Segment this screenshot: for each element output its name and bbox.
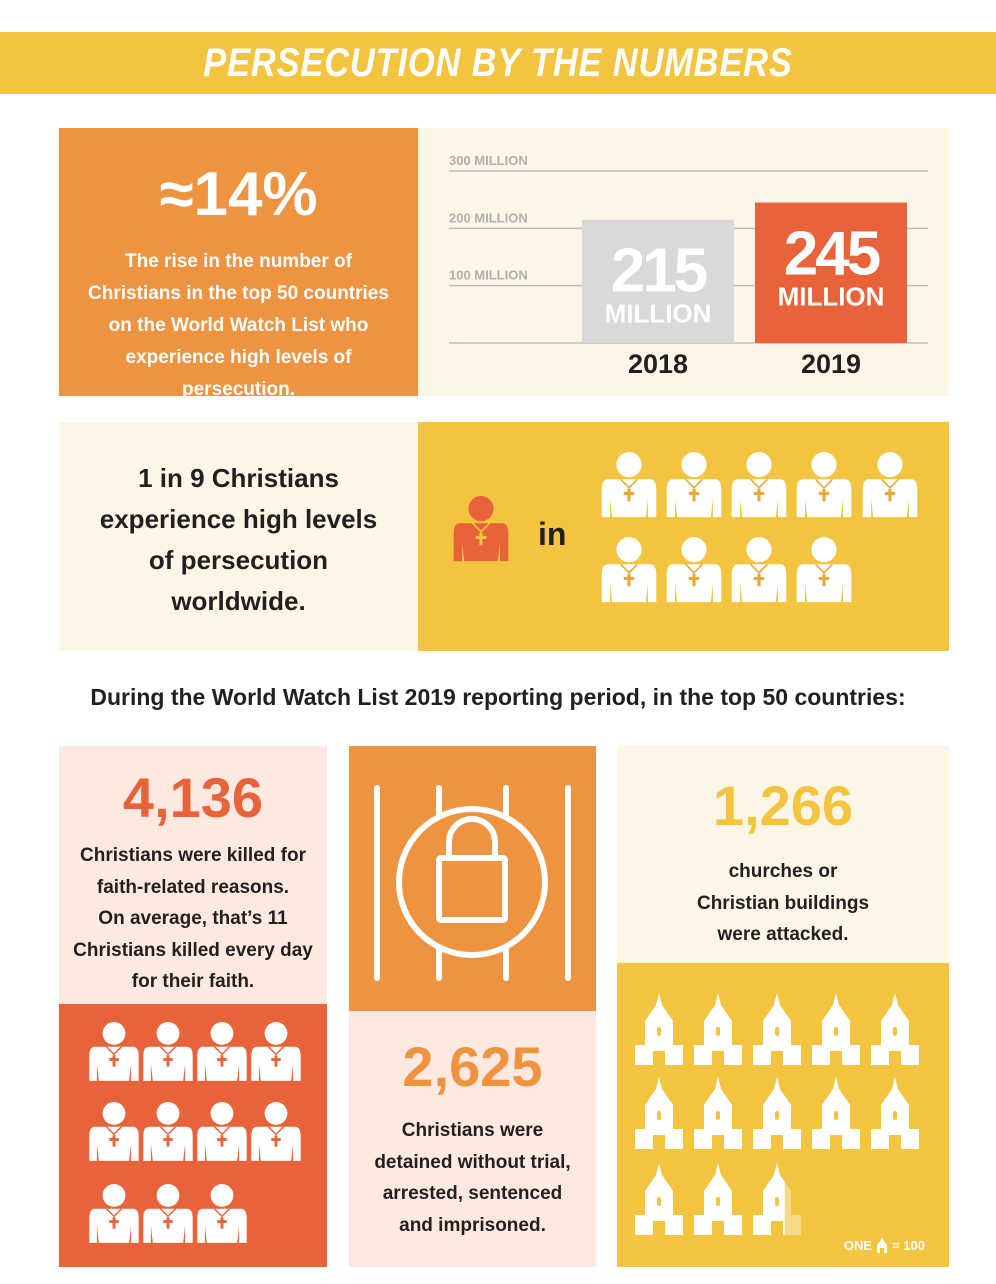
killed-line: On average, that’s 11: [98, 908, 288, 929]
churches-line: Christian buildings: [696, 892, 870, 914]
churches-number: 1,266: [712, 774, 854, 837]
church-icon: [694, 993, 742, 1065]
churches-line: churches or: [728, 861, 838, 882]
chart-panel: [418, 128, 949, 396]
x-category-label: 2019: [800, 349, 862, 379]
ratio-text-panel: [59, 422, 418, 651]
christian-icon: [667, 452, 722, 517]
churches-pictogram: [617, 963, 949, 1267]
churches-description: [617, 856, 949, 951]
killed-pictogram-panel: [59, 1004, 327, 1267]
christian-icon: [143, 1184, 192, 1243]
ratio-line: 1 in 9 Christians: [138, 463, 339, 493]
church-icon: [635, 993, 683, 1065]
christian-icon: [89, 1102, 138, 1161]
detained-line: Christians were: [401, 1120, 544, 1141]
title-band: [0, 32, 996, 94]
detained-description: [349, 1115, 596, 1241]
killed-stat-panel: [59, 746, 327, 1004]
bar-unit-label: MILLION: [604, 298, 712, 329]
pictogram-legend: [844, 1237, 925, 1253]
x-category-label: 2018: [627, 349, 689, 379]
detained-line: arrested, sentenced: [382, 1183, 563, 1204]
killed-pictogram: [59, 1004, 327, 1267]
prison-graphic-panel: [349, 746, 596, 1011]
church-icon: [753, 1163, 801, 1235]
killed-line: for their faith.: [131, 971, 255, 992]
ratio-text: [59, 458, 418, 622]
christian-icon: [89, 1184, 138, 1243]
christian-icon: [197, 1022, 246, 1081]
christian-icon: [251, 1022, 300, 1081]
prison-lock-icon: [349, 746, 596, 1011]
y-tick-label: 200 MILLION: [449, 210, 528, 226]
detained-number: 2,625: [402, 1035, 543, 1098]
churches-stat-panel: [617, 746, 949, 963]
ratio-graphic-panel: [418, 422, 949, 651]
christian-icon: [602, 452, 657, 517]
rise-value: ≈14%: [159, 160, 318, 229]
church-icon: [812, 1077, 860, 1149]
rise-stat-panel: [59, 128, 418, 400]
church-icon: [694, 1163, 742, 1235]
killed-number: 4,136: [122, 766, 264, 829]
church-icon: [635, 1163, 683, 1235]
christian-icon: [732, 452, 787, 517]
detained-stat-panel: [349, 1011, 596, 1267]
ratio-line: experience high levels: [99, 504, 378, 534]
christian-icon: [197, 1184, 246, 1243]
church-icon: [875, 1237, 889, 1253]
ratio-line: of persecution: [148, 545, 329, 575]
page-title: PERSECUTION BY THE NUMBERS: [203, 41, 793, 85]
christian-icon: [797, 537, 852, 602]
legend-suffix: = 100: [892, 1237, 925, 1253]
in-word: in: [538, 516, 567, 552]
y-tick-label: 300 MILLION: [449, 153, 528, 168]
ratio-pictogram: [418, 422, 949, 651]
christian-icon: [667, 537, 722, 602]
christian-icon: [89, 1022, 138, 1081]
bar-chart: [418, 128, 949, 396]
bar-value-label: 215: [610, 236, 706, 306]
christian-icon: [143, 1022, 192, 1081]
church-icon: [871, 1077, 919, 1149]
church-icon: [812, 993, 860, 1065]
legend-prefix: ONE: [843, 1237, 873, 1253]
period-heading: During the World Watch List 2019 reporting period, in the top 50 countries:: [90, 684, 906, 710]
christian-icon: [454, 496, 509, 561]
killed-description: [59, 840, 327, 998]
bar-value-label: 245: [783, 219, 879, 289]
y-tick-label: 100 MILLION: [449, 267, 528, 283]
ratio-line: worldwide.: [171, 586, 306, 616]
christian-icon: [732, 537, 787, 602]
killed-line: Christians killed every day: [73, 939, 313, 961]
churches-line: were attacked.: [717, 924, 849, 945]
killed-line: Christians were killed for: [80, 845, 306, 866]
christian-icon: [251, 1102, 300, 1161]
church-icon: [753, 1077, 801, 1149]
bar-unit-label: MILLION: [777, 281, 885, 312]
rise-description: The rise in the number of Christians in the top 50 countries on the World Watch List who experience high levels of persecution.: [88, 251, 389, 400]
church-icon: [694, 1077, 742, 1149]
church-icon: [753, 993, 801, 1065]
christian-icon: [797, 452, 852, 517]
church-icon: [635, 1077, 683, 1149]
churches-pictogram-panel: [617, 963, 949, 1267]
christian-icon: [197, 1102, 246, 1161]
christian-icon: [602, 537, 657, 602]
christian-icon: [143, 1102, 192, 1161]
detained-line: detained without trial,: [374, 1151, 571, 1173]
killed-line: faith-related reasons.: [96, 876, 290, 898]
detained-line: and imprisoned.: [399, 1214, 546, 1236]
christian-icon: [863, 452, 918, 517]
church-icon: [871, 993, 919, 1065]
